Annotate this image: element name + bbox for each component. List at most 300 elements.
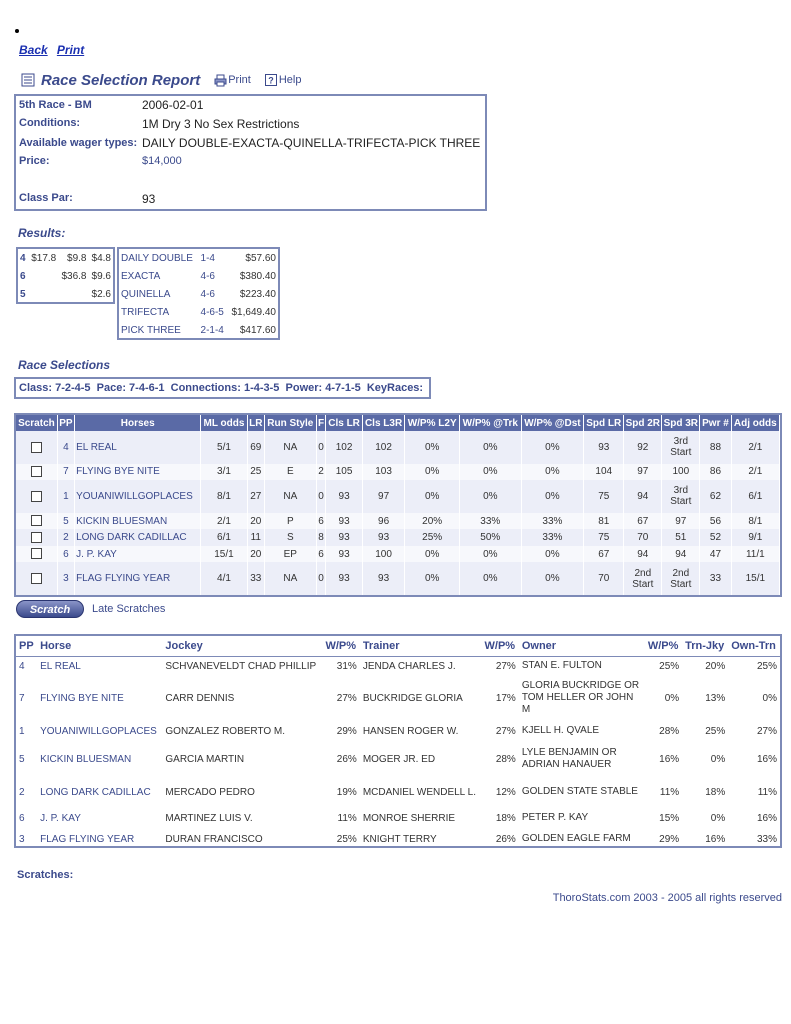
cell-cls-l3r: 97 — [362, 480, 404, 513]
cell-wp-trk: 33% — [460, 513, 522, 530]
scratch-button[interactable]: Scratch — [16, 600, 84, 618]
cell-lr: 20 — [247, 513, 264, 530]
column-header: PP — [57, 415, 74, 431]
report-header — [21, 70, 301, 90]
finisher-place: $9.8 — [67, 252, 87, 264]
cell-pp: 1 — [19, 725, 25, 737]
connections-table — [16, 636, 780, 850]
finishers-box — [16, 247, 115, 304]
cell-run-style: S — [264, 529, 316, 546]
cell-spd-3r: 97 — [662, 513, 700, 530]
cell-ml-odds: 5/1 — [201, 431, 247, 464]
scratch-checkbox[interactable] — [31, 548, 42, 559]
exotics-table — [119, 249, 278, 339]
cell-jockey-wp: 27% — [336, 692, 357, 704]
cell-lr: 25 — [247, 464, 264, 481]
selection-row — [16, 546, 780, 563]
cell-wp-l2y: 20% — [405, 513, 460, 530]
cell-owner-wp: 15% — [659, 812, 680, 824]
cell-horse[interactable]: YOUANIWILLGOPLACES — [40, 725, 157, 737]
cell-pp: 4 — [19, 660, 25, 672]
price-label: Price: — [19, 155, 50, 167]
cell-spd-2r: 94 — [624, 480, 662, 513]
cell-trainer-wp: 26% — [495, 833, 516, 845]
cell-jockey: GONZALEZ ROBERTO M. — [165, 725, 286, 737]
report-icon — [21, 73, 35, 87]
cell-wp-trk: 0% — [460, 546, 522, 563]
cell-own-trn: 11% — [757, 786, 777, 798]
cell-trn-jky: 13% — [705, 692, 726, 704]
scratch-cell — [16, 513, 57, 530]
scratches-label: Scratches: — [17, 869, 74, 881]
scratch-checkbox[interactable] — [31, 491, 42, 502]
cell-cls-lr: 93 — [326, 513, 363, 530]
help-icon — [265, 74, 277, 86]
conditions-value: 1M Dry 3 No Sex Restrictions — [142, 117, 300, 131]
cell-jockey-wp: 25% — [336, 833, 357, 845]
cell-wp-dst: 0% — [521, 464, 584, 481]
exotic-type: QUINELLA — [121, 288, 171, 300]
cell-horse[interactable]: EL REAL — [40, 660, 81, 672]
cell-owner-wp: 28% — [659, 725, 680, 737]
cell-horse-name[interactable]: YOUANIWILLGOPLACES — [75, 480, 201, 513]
cell-cls-lr: 93 — [326, 562, 363, 595]
cell-trainer-wp: 28% — [495, 753, 516, 765]
cell-wp-dst: 33% — [521, 529, 584, 546]
cell-spd-3r: 100 — [662, 464, 700, 481]
scratch-checkbox[interactable] — [31, 466, 42, 477]
column-header: Own-Trn — [728, 636, 780, 656]
cell-trainer-wp: 27% — [495, 725, 516, 737]
cell-ml-odds: 8/1 — [201, 480, 247, 513]
cell-trainer-wp: 18% — [495, 812, 516, 824]
cell-trn-jky: 25% — [705, 725, 726, 737]
selection-row — [16, 464, 780, 481]
column-header: ML odds — [201, 415, 247, 431]
race-label: 5th Race - BM — [19, 99, 92, 111]
cell-wp-trk: 0% — [460, 464, 522, 481]
column-header: Trn-Jky — [682, 636, 728, 656]
selection-row — [16, 529, 780, 546]
cell-trainer: JENDA CHARLES J. — [362, 660, 456, 672]
cell-jockey-wp: 19% — [336, 786, 357, 798]
cell-run-style: NA — [264, 562, 316, 595]
finisher-show: $9.6 — [91, 270, 111, 282]
column-header: W/P% — [645, 636, 682, 656]
footer-copyright: ThoroStats.com 2003 - 2005 all rights reserved — [552, 892, 782, 904]
selection-row — [16, 562, 780, 595]
cell-horse-name[interactable]: FLYING BYE NITE — [75, 464, 201, 481]
cell-cls-lr: 93 — [326, 529, 363, 546]
column-header: Owner — [519, 636, 645, 656]
cell-spd-3r: 2nd Start — [662, 562, 700, 595]
cell-pp: 2 — [19, 786, 25, 798]
cell-horse[interactable]: J. P. KAY — [40, 812, 81, 824]
cell-adj-odds: 2/1 — [731, 431, 779, 464]
cell-spd-lr: 67 — [584, 546, 624, 563]
print-label: Print — [228, 74, 251, 86]
cell-owner: STAN E. FULTON — [521, 660, 602, 672]
cell-spd-2r: 67 — [624, 513, 662, 530]
cell-cls-l3r: 96 — [362, 513, 404, 530]
cell-cls-lr: 102 — [326, 431, 363, 464]
cell-pp: 4 — [57, 431, 74, 464]
column-header: W/P% — [322, 636, 359, 656]
cell-jockey: DURAN FRANCISCO — [165, 833, 263, 845]
cell-wp-trk: 0% — [460, 480, 522, 513]
cell-jockey: SCHVANEVELDT CHAD PHILLIP — [165, 660, 317, 672]
cell-adj-odds: 6/1 — [731, 480, 779, 513]
exotic-combo: 4-6-5 — [200, 306, 224, 318]
cell-lr: 20 — [247, 546, 264, 563]
cell-trn-jky: 16% — [705, 833, 726, 845]
cell-pwr: 88 — [700, 431, 731, 464]
selections-header-row — [16, 415, 780, 431]
race-date: 2006-02-01 — [142, 98, 204, 112]
cell-trainer-wp: 27% — [495, 660, 516, 672]
cell-f: 6 — [316, 513, 326, 530]
finisher-place: $36.8 — [61, 270, 87, 282]
cell-jockey: CARR DENNIS — [165, 692, 235, 704]
cell-wp-l2y: 0% — [405, 464, 460, 481]
cell-spd-lr: 104 — [584, 464, 624, 481]
cell-jockey-wp: 26% — [336, 753, 357, 765]
column-header: Cls LR — [326, 415, 363, 431]
cell-wp-l2y: 25% — [405, 529, 460, 546]
cell-horse-name[interactable]: KICKIN BLUESMAN — [75, 513, 201, 530]
exotic-row — [119, 249, 278, 267]
column-header: Run Style — [264, 415, 316, 431]
cell-jockey-wp: 31% — [336, 660, 357, 672]
scratch-checkbox[interactable] — [31, 515, 42, 526]
cell-lr: 69 — [247, 431, 264, 464]
exotic-payout: $223.40 — [239, 288, 276, 300]
exotic-combo: 1-4 — [200, 252, 215, 264]
cell-trn-jky: 0% — [710, 812, 726, 824]
cell-spd-lr: 75 — [584, 529, 624, 546]
finisher-pp: 5 — [20, 288, 26, 300]
cell-owner-wp: 29% — [659, 833, 680, 845]
selections-table — [16, 415, 780, 595]
cell-ml-odds: 4/1 — [201, 562, 247, 595]
cell-cls-lr: 93 — [326, 546, 363, 563]
cell-trn-jky: 0% — [710, 753, 726, 765]
cell-spd-2r: 94 — [624, 546, 662, 563]
finisher-win: $17.8 — [31, 252, 57, 264]
cell-cls-lr: 93 — [326, 480, 363, 513]
finisher-row — [18, 285, 113, 303]
connection-row — [16, 656, 780, 676]
class-par-value: 93 — [142, 192, 156, 206]
cell-f: 0 — [316, 480, 326, 513]
back-link[interactable]: Back — [19, 43, 48, 57]
late-scratches-link[interactable]: Late Scratches — [92, 603, 166, 615]
cell-trainer-wp: 12% — [495, 786, 516, 798]
cell-trn-jky: 20% — [705, 660, 726, 672]
column-header: W/P% L2Y — [405, 415, 460, 431]
exotic-type: TRIFECTA — [121, 306, 170, 318]
cell-ml-odds: 15/1 — [201, 546, 247, 563]
cell-spd-2r: 70 — [624, 529, 662, 546]
help-button[interactable] — [265, 74, 302, 86]
cell-horse[interactable]: KICKIN BLUESMAN — [40, 753, 132, 765]
exotic-payout: $1,649.40 — [231, 306, 276, 318]
scratch-checkbox[interactable] — [31, 573, 42, 584]
cell-spd-lr: 93 — [584, 431, 624, 464]
cell-pwr: 56 — [700, 513, 731, 530]
finisher-row — [18, 267, 113, 285]
column-header: LR — [247, 415, 264, 431]
column-header: W/P% @Dst — [521, 415, 584, 431]
connection-row — [16, 742, 780, 776]
column-header: F — [316, 415, 326, 431]
exotic-row — [119, 267, 278, 285]
cell-trainer: MOGER JR. ED — [362, 753, 436, 765]
selections-summary: Class: 7-2-4-5 Pace: 7-4-6-1 Connections: 1-4-3-5 Power: 4-7-1-5 KeyRaces: — [19, 382, 424, 394]
page-title: Race Selection Report — [41, 71, 201, 89]
exotic-type: PICK THREE — [121, 324, 181, 336]
cell-wp-dst: 0% — [521, 562, 584, 595]
cell-cls-l3r: 93 — [362, 529, 404, 546]
cell-horse[interactable]: FLYING BYE NITE — [40, 692, 124, 704]
exotic-row — [119, 285, 278, 303]
cell-pp: 7 — [57, 464, 74, 481]
cell-owner: KJELL H. QVALE — [521, 725, 600, 736]
printer-icon — [214, 74, 227, 87]
column-header: Spd 3R — [662, 415, 700, 431]
cell-ml-odds: 2/1 — [201, 513, 247, 530]
cell-owner: GLORIA BUCKRIDGE OR TOM HELLER OR JOHN M — [521, 680, 640, 715]
top-nav — [19, 43, 84, 57]
column-header: Spd 2R — [624, 415, 662, 431]
cell-wp-dst: 0% — [521, 431, 584, 464]
column-header: Horses — [75, 415, 201, 431]
cell-adj-odds: 2/1 — [731, 464, 779, 481]
cell-pwr: 86 — [700, 464, 731, 481]
cell-spd-2r: 92 — [624, 431, 662, 464]
scratch-controls — [16, 600, 165, 618]
connection-row — [16, 808, 780, 828]
cell-owner-wp: 25% — [659, 660, 680, 672]
results-heading: Results: — [18, 226, 66, 240]
column-header: W/P% @Trk — [460, 415, 522, 431]
connections-table-box — [14, 634, 782, 848]
cell-pp: 5 — [19, 753, 25, 765]
scratch-cell — [16, 464, 57, 481]
cell-run-style: EP — [264, 546, 316, 563]
cell-pp: 7 — [19, 692, 25, 704]
cell-own-trn: 27% — [756, 725, 777, 737]
wager-types-value: DAILY DOUBLE-EXACTA-QUINELLA-TRIFECTA-PICK THREE — [142, 136, 481, 150]
cell-spd-3r: 3rd Start — [662, 480, 700, 513]
cell-trainer: KNIGHT TERRY — [362, 833, 437, 845]
column-header: W/P% — [482, 636, 519, 656]
scratch-cell — [16, 546, 57, 563]
cell-trainer: MONROE SHERRIE — [362, 812, 456, 824]
cell-pp: 5 — [57, 513, 74, 530]
connection-row — [16, 676, 780, 720]
cell-run-style: NA — [264, 431, 316, 464]
cell-wp-trk: 0% — [460, 431, 522, 464]
cell-f: 8 — [316, 529, 326, 546]
cell-cls-l3r: 103 — [362, 464, 404, 481]
cell-owner-wp: 0% — [664, 692, 680, 704]
scratch-cell — [16, 480, 57, 513]
cell-ml-odds: 3/1 — [201, 464, 247, 481]
cell-horse[interactable]: FLAG FLYING YEAR — [40, 833, 135, 845]
cell-own-trn: 0% — [762, 692, 777, 704]
selection-row — [16, 513, 780, 530]
cell-lr: 11 — [247, 529, 264, 546]
cell-horse-name[interactable]: FLAG FLYING YEAR — [75, 562, 201, 595]
cell-f: 6 — [316, 546, 326, 563]
cell-spd-3r: 51 — [662, 529, 700, 546]
cell-jockey: GARCIA MARTIN — [165, 753, 245, 765]
cell-owner: GOLDEN STATE STABLE — [521, 786, 638, 797]
selections-heading: Race Selections — [18, 358, 111, 372]
cell-trainer: BUCKRIDGE GLORIA — [362, 692, 463, 704]
column-header: Pwr # — [700, 415, 731, 431]
cell-run-style: P — [264, 513, 316, 530]
cell-pp: 3 — [57, 562, 74, 595]
cell-owner-wp: 16% — [659, 753, 680, 765]
conditions-label: Conditions: — [19, 117, 81, 129]
cell-spd-2r: 2nd Start — [624, 562, 662, 595]
cell-owner: GOLDEN EAGLE FARM — [521, 833, 631, 844]
cell-pwr: 33 — [700, 562, 731, 595]
cell-horse[interactable]: LONG DARK CADILLAC — [40, 786, 151, 798]
help-label: Help — [278, 74, 302, 86]
column-header: Scratch — [16, 415, 57, 431]
cell-pwr: 47 — [700, 546, 731, 563]
finishers-table — [18, 249, 113, 303]
cell-pp: 6 — [57, 546, 74, 563]
finisher-show: $2.6 — [91, 288, 111, 300]
scratch-checkbox[interactable] — [31, 442, 42, 453]
cell-cls-l3r: 100 — [362, 546, 404, 563]
race-info-box — [14, 94, 487, 211]
cell-trainer: MCDANIEL WENDELL L. — [362, 786, 476, 798]
scratch-cell — [16, 562, 57, 595]
cell-wp-l2y: 0% — [405, 480, 460, 513]
scratch-cell — [16, 431, 57, 464]
exotic-payout: $380.40 — [239, 270, 276, 282]
column-header: Adj odds — [731, 415, 779, 431]
exotic-payout: $417.60 — [239, 324, 276, 336]
connections-header-row — [16, 636, 780, 656]
scratch-cell — [16, 529, 57, 546]
cell-horse-name[interactable]: LONG DARK CADILLAC — [75, 529, 201, 546]
cell-adj-odds: 9/1 — [731, 529, 779, 546]
cell-pp: 3 — [19, 833, 25, 845]
cell-spd-3r: 3rd Start — [662, 431, 700, 464]
cell-cls-l3r: 102 — [362, 431, 404, 464]
exotic-payout: $57.60 — [245, 252, 276, 264]
wager-types-label: Available wager types: — [19, 137, 138, 149]
cell-wp-l2y: 0% — [405, 562, 460, 595]
cell-owner: PETER P. KAY — [521, 812, 589, 823]
selections-table-box — [14, 413, 782, 597]
cell-cls-l3r: 93 — [362, 562, 404, 595]
cell-lr: 33 — [247, 562, 264, 595]
cell-lr: 27 — [247, 480, 264, 513]
exotic-combo: 4-6 — [200, 270, 215, 282]
cell-spd-3r: 94 — [662, 546, 700, 563]
bullet-dot — [15, 29, 19, 33]
exotic-type: EXACTA — [121, 270, 161, 282]
cell-adj-odds: 8/1 — [731, 513, 779, 530]
cell-jockey-wp: 11% — [337, 812, 357, 824]
finisher-win — [28, 267, 58, 285]
exotic-combo: 4-6 — [200, 288, 215, 300]
exotic-combo: 2-1-4 — [200, 324, 224, 336]
cell-trainer-wp: 17% — [495, 692, 516, 704]
scratch-checkbox[interactable] — [31, 532, 42, 543]
cell-ml-odds: 6/1 — [201, 529, 247, 546]
connection-row — [16, 720, 780, 742]
cell-owner-wp: 11% — [659, 786, 680, 798]
cell-trainer: HANSEN ROGER W. — [362, 725, 459, 737]
cell-f: 0 — [316, 431, 326, 464]
cell-f: 2 — [316, 464, 326, 481]
cell-wp-dst: 0% — [521, 546, 584, 563]
column-header: PP — [16, 636, 37, 656]
price-value: $14,000 — [142, 155, 182, 167]
finisher-win — [28, 285, 58, 303]
finisher-show: $4.8 — [91, 252, 111, 264]
connection-row — [16, 776, 780, 808]
cell-own-trn: 25% — [756, 660, 777, 672]
finisher-pp: 4 — [20, 252, 26, 264]
cell-own-trn: 16% — [756, 753, 777, 765]
cell-adj-odds: 11/1 — [731, 546, 779, 563]
cell-wp-l2y: 0% — [405, 546, 460, 563]
selection-row — [16, 480, 780, 513]
cell-adj-odds: 15/1 — [731, 562, 779, 595]
cell-horse-name[interactable]: J. P. KAY — [75, 546, 201, 563]
exotics-box — [117, 247, 280, 340]
cell-jockey-wp: 29% — [336, 725, 357, 737]
cell-spd-lr: 70 — [584, 562, 624, 595]
svg-text:?: ? — [268, 75, 274, 86]
cell-horse-name[interactable]: EL REAL — [75, 431, 201, 464]
cell-pp: 2 — [57, 529, 74, 546]
cell-f: 0 — [316, 562, 326, 595]
cell-spd-lr: 75 — [584, 480, 624, 513]
column-header: Jockey — [162, 636, 322, 656]
column-header: Horse — [37, 636, 162, 656]
cell-run-style: E — [264, 464, 316, 481]
cell-wp-l2y: 0% — [405, 431, 460, 464]
cell-wp-dst: 0% — [521, 480, 584, 513]
class-par-label: Class Par: — [19, 192, 73, 204]
print-link[interactable]: Print — [56, 43, 85, 57]
selections-summary-box — [14, 377, 431, 399]
finisher-place — [58, 285, 88, 303]
cell-trn-jky: 18% — [705, 786, 726, 798]
exotic-row — [119, 321, 278, 339]
cell-own-trn: 33% — [756, 833, 777, 845]
cell-owner: LYLE BENJAMIN OR ADRIAN HANAUER — [521, 747, 617, 770]
cell-pwr: 62 — [700, 480, 731, 513]
finisher-pp: 6 — [20, 270, 26, 282]
cell-wp-trk: 0% — [460, 562, 522, 595]
exotic-type: DAILY DOUBLE — [121, 252, 193, 264]
selection-row — [16, 431, 780, 464]
cell-jockey: MARTINEZ LUIS V. — [165, 812, 253, 824]
print-button[interactable] — [214, 74, 251, 87]
cell-jockey: MERCADO PEDRO — [165, 786, 255, 798]
